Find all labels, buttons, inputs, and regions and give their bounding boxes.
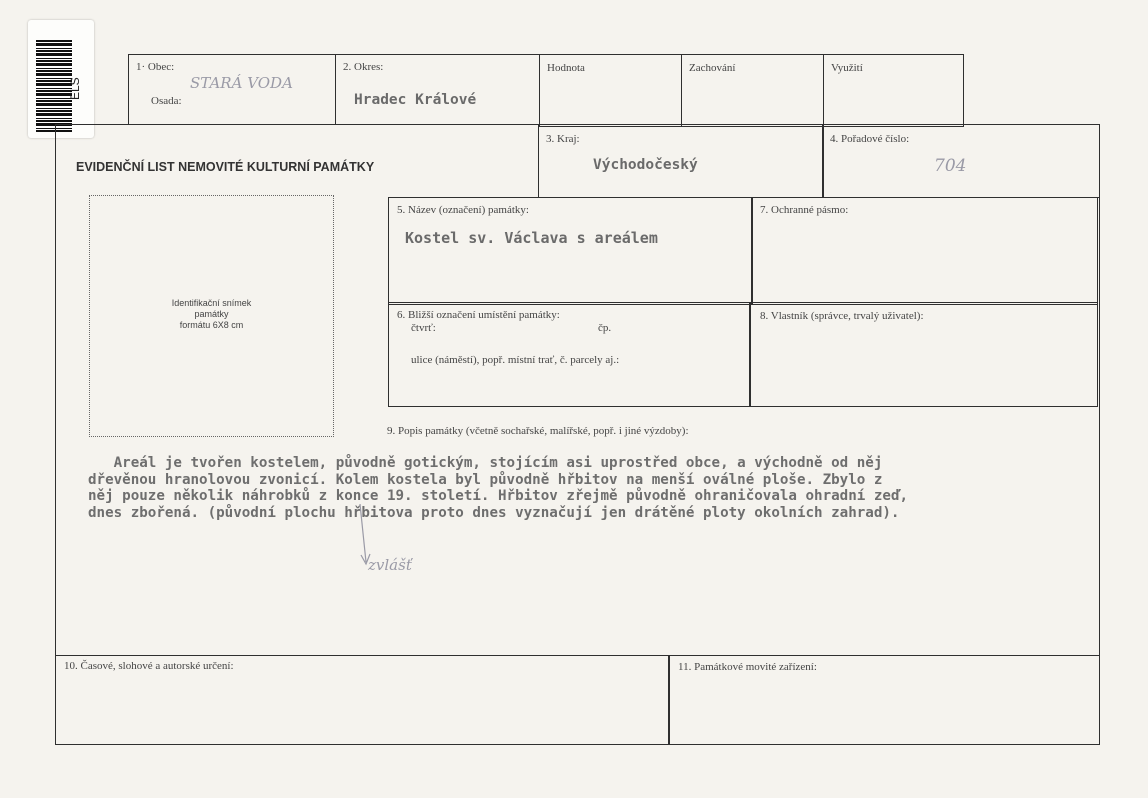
- umisteni-label: 6. Bližší označení umístění památky:: [397, 309, 560, 321]
- poradove-cislo-label: 4. Pořadové číslo:: [830, 133, 910, 145]
- vlastnik-label: 8. Vlastník (správce, trvalý uživatel):: [760, 310, 924, 322]
- obec-label: 1· Obec:: [136, 61, 175, 73]
- casove-label: 10. Časové, slohové a autorské určení:: [64, 660, 234, 672]
- popis-line-2: dřevěnou hranolovou zvonicí. Kolem kostela byl původně hřbitov na menší oválné ploše. Zbylo z: [88, 471, 883, 488]
- zachovani-label: Zachování: [689, 62, 736, 74]
- hodnota-label: Hodnota: [547, 62, 585, 74]
- photo-line-1: Identifikační snímek: [171, 298, 252, 308]
- popis-line-3: něj pouze několik náhrobků z konce 19. století. Hřbitov zřejmě původně ohraničovala ohradní zeď,: [88, 488, 908, 504]
- popis-label: 9. Popis památky (včetně sochařské, malířské, popř. i jiné výzdoby):: [387, 425, 689, 437]
- ochranne-pasmo-label: 7. Ochranné pásmo:: [760, 204, 849, 216]
- ulice-label: ulice (náměstí), popř. místní trať, č. parcely aj.:: [411, 354, 620, 366]
- poradove-cislo-value: 704: [934, 156, 967, 176]
- ctvrt-label: čtvrť:: [411, 322, 436, 334]
- popis-line-1: Areál je tvořen kostelem, původně gotickým, stojícím asi uprostřed obce, a východně od něj: [88, 455, 883, 471]
- okres-value: Hradec Králové: [354, 92, 477, 108]
- barcode-sticker: [28, 20, 94, 138]
- photo-line-2: památky: [194, 309, 229, 319]
- sticker-code: ELS: [68, 77, 82, 100]
- photo-line-3: formátu 6X8 cm: [179, 320, 244, 330]
- popis-line-4: dnes zbořená. (původní plochu hřbitova proto dnes vyznačují jen drátěné ploty okolních zahrad).: [88, 504, 900, 521]
- okres-label: 2. Okres:: [343, 61, 384, 73]
- annotation-text: zvlášť: [368, 556, 412, 574]
- kraj-value: Východočeský: [593, 157, 698, 173]
- barcode-icon: [36, 40, 72, 132]
- osada-label: Osada:: [151, 95, 182, 107]
- kraj-label: 3. Kraj:: [546, 133, 580, 145]
- movite-label: 11. Památkové movité zařízení:: [678, 661, 817, 673]
- nazev-value: Kostel sv. Václava s areálem: [405, 229, 658, 247]
- cp-label: čp.: [598, 322, 612, 334]
- form-title: EVIDENČNÍ LIST NEMOVITÉ KULTURNÍ PAMÁTKY: [76, 160, 375, 174]
- obec-value: STARÁ VODA: [190, 74, 293, 92]
- vyuziti-label: Využití: [831, 62, 863, 74]
- nazev-label: 5. Název (označení) památky:: [397, 204, 529, 216]
